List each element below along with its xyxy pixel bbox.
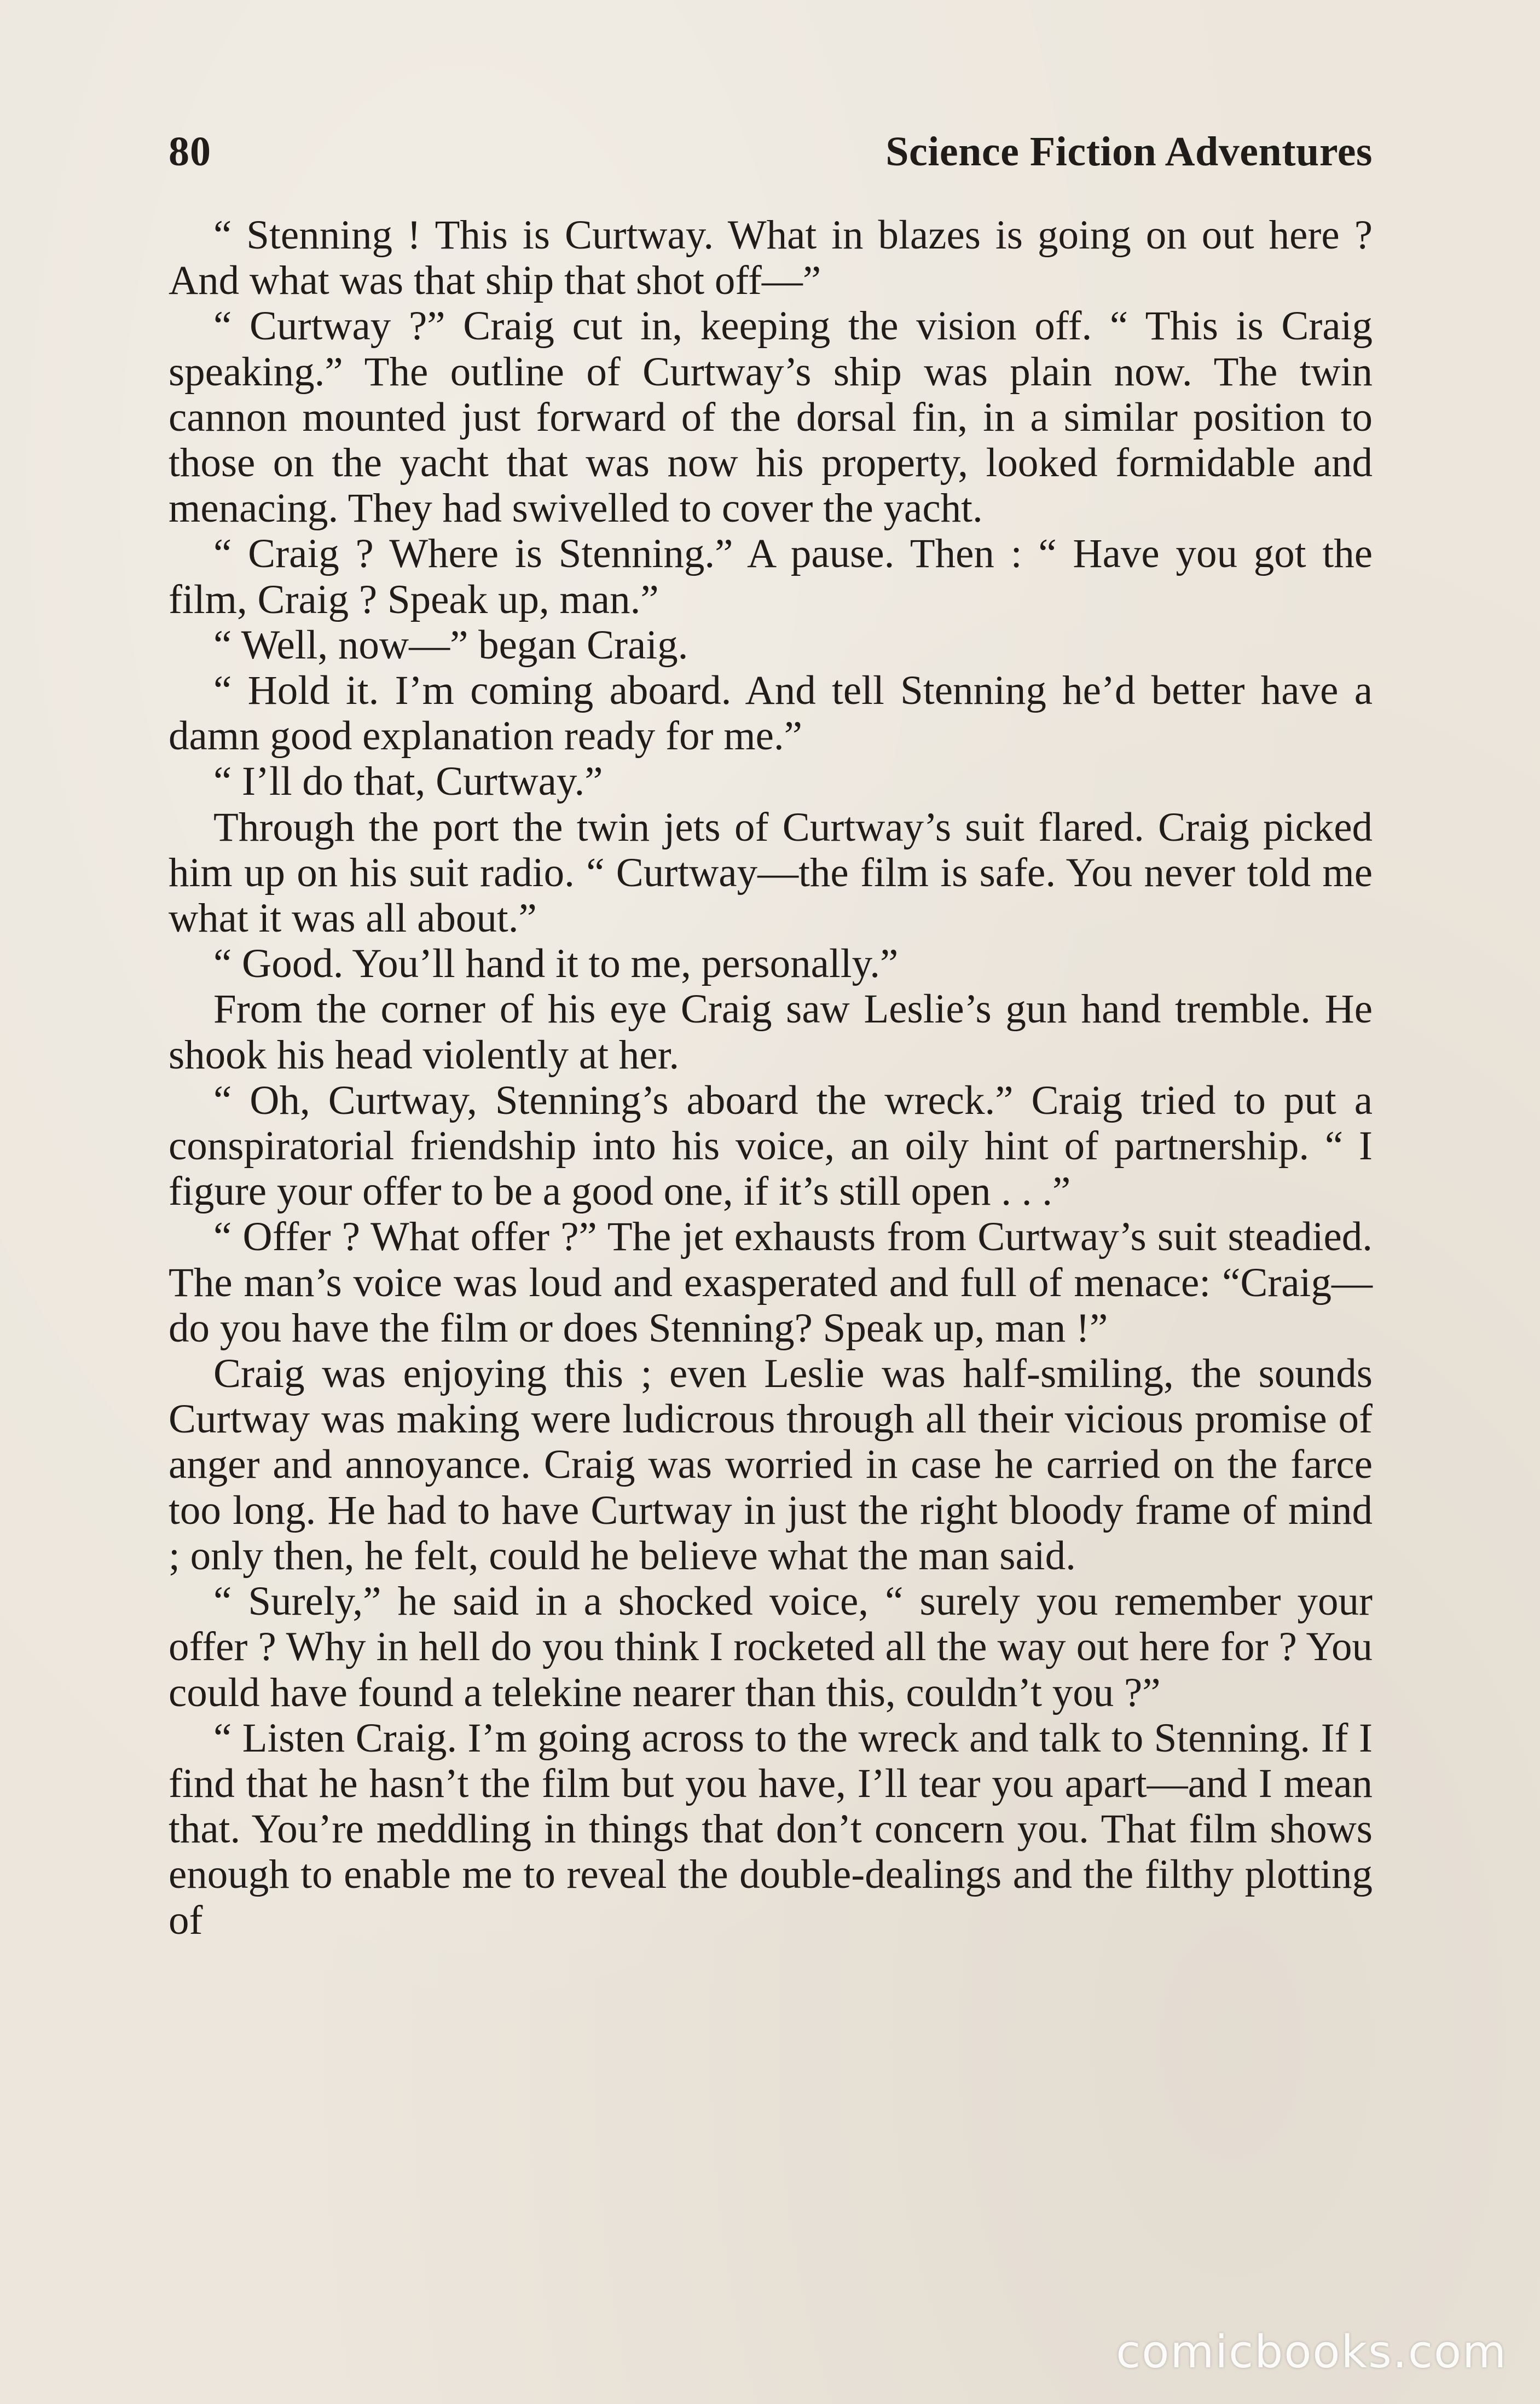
paragraph: “ Hold it. I’m coming aboard. And tell Stenning he’d better have a damn good explanation ready for me.” [169,668,1373,759]
paragraph: “ I’ll do that, Curtway.” [213,759,603,805]
paragraph: “ Oh, Curtway, Stenning’s aboard the wreck.” Craig tried to put a conspiratorial friendship into his voice, an oily hint of partnership. “ I figure your offer to be a good one, if it’s still open . . .” [169,1077,1373,1215]
paragraph: “ Surely,” he said in a shocked voice, “ surely you remember your offer ? Why in hell do you think I rocketed all the way out here for ? You could have found a telekine nearer than this, couldn’t you ?” [169,1579,1373,1715]
paragraph: “ Stenning ! This is Curtway. What in blazes is going on out here ? And what was that ship that shot off—” [169,212,1373,304]
paragraph: “ Good. You’ll hand it to me, personally.” [213,941,899,987]
paragraph: “ Listen Craig. I’m going across to the wreck and talk to Stenning. If I find that he hasn’t the film but you have, I’ll tear you apart—and I mean that. You’re meddling in things that don’t concern you. That film shows enough to enable me to reveal the double-dealings and the filthy plotting of [169,1715,1373,1943]
paragraph: Through the port the twin jets of Curtway’s suit flared. Craig picked him up on his suit radio. “ Curtway—the film is safe. You never told me what it was all about.” [169,804,1373,941]
paragraph: From the corner of his eye Craig saw Leslie’s gun hand tremble. He shook his head violently at her. [169,986,1373,1078]
running-head-title: Science Fiction Adventures [885,129,1373,175]
page-header [169,122,1373,182]
paragraph: “ Craig ? Where is Stenning.” A pause. Then : “ Have you got the film, Craig ? Speak up, man.” [169,531,1373,622]
paragraph: “ Well, now—” began Craig. [213,622,688,668]
paragraph: “ Offer ? What offer ?” The jet exhausts from Curtway’s suit steadied. The man’s voice was loud and exasperated and full of menace: “Craig—do you have the film or does Stenning? Speak up, man !” [169,1214,1373,1351]
story-text [169,212,1373,1943]
paragraph: Craig was enjoying this ; even Leslie was half-smiling, the sounds Curtway was making were ludicrous through all their vicious promise of anger and annoyance. Craig was worried in case he carried on the farce too long. He had to have Curtway in just the right bloody frame of mind ; only then, he felt, could he believe what the man said. [169,1351,1373,1579]
page-number: 80 [169,129,211,175]
paragraph: “ Curtway ?” Craig cut in, keeping the vision off. “ This is Craig speaking.” The outline of Curtway’s ship was plain now. The twin cannon mounted just forward of the dorsal fin, in a similar position to those on the yacht that was now his property, looked formidable and menacing. They had swivelled to cover the yacht. [169,303,1373,531]
watermark-text: comicbooks.com [1116,2326,1507,2378]
